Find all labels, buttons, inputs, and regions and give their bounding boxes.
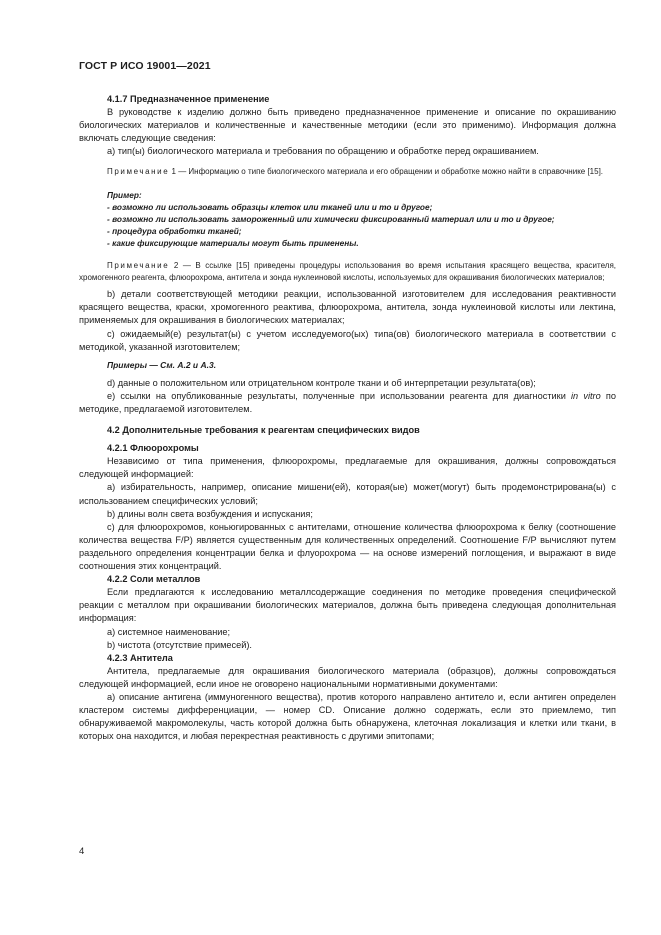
section-4-2-2-item-a: а) системное наименование; — [107, 626, 231, 637]
note-2-label: Примечание — [107, 261, 170, 271]
section-4-2-1-intro: Независимо от типа применения, флюорохромы, предлагаемые для окрашивания, должны сопровождаться следующей информацией: — [79, 456, 616, 480]
section-4-2-1-item-a: а) избирательность, например, описание мишени(ей), которая(ые) может(могут) быть продемонстрирована(ы) с использованием специфических условий; — [79, 482, 616, 506]
section-4-1-7-item-d: d) данные о положительном или отрицательном контроле ткани и об интерпретации результата(ов); — [107, 377, 536, 388]
document-body — [79, 93, 616, 743]
example-item-1: - возможно ли использовать образцы клеток или тканей или и то и другое; — [107, 202, 433, 213]
section-4-1-7-item-b: b) детали соответствующей методики реакции, использованной изготовителем для исследования реактивности красящего вещества, краски, хромогенного реактива, флюорохрома, антитела, зонда нуклеиновой кислоты или лектина, применяемых для окрашивания в биологических материалах; — [79, 289, 616, 326]
section-4-2-title: 4.2 Дополнительные требования к реагентам специфических видов — [107, 425, 420, 436]
item-e-italic-term: in vitro — [571, 390, 601, 401]
section-4-2-2-item-b: b) чистота (отсутствие примесей). — [107, 639, 252, 650]
item-e-text-start: e) ссылки на опубликованные результаты, полученные при использовании реагента для диагностики — [107, 390, 572, 401]
note-1-label: Примечание — [107, 167, 170, 177]
section-4-2-2-title: 4.2.2 Соли металлов — [107, 574, 201, 585]
note-1 — [79, 166, 616, 178]
section-4-1-7-title: 4.1.7 Предназначенное применение — [107, 94, 270, 104]
section-4-1-7-item-c: c) ожидаемый(е) результат(ы) с учетом исследуемого(ых) типа(ов) биологического материала в соответствии с методикой, указанной изготовителем; — [79, 328, 616, 352]
document-header: ГОСТ Р ИСО 19001—2021 — [79, 60, 211, 72]
note-2-text: 2 — В ссылке [15] приведены процедуры использования во время испытания красящего вещества, красителя, хромогенного реагента, флюорохрома, антитела и зонда нуклеиновой кислоты, используемых для окрашивания биологических материалов; — [79, 261, 616, 282]
section-4-2-2-intro: Если предлагаются к исследованию металлсодержащие соединения по методике проведения специфической реакции с металлом при окрашивании биологических материалов, должна быть приведена следующая дополнительная информация: — [79, 587, 616, 624]
examples-reference: Примеры — См. А.2 и А.3. — [107, 359, 217, 370]
note-2 — [79, 260, 616, 283]
section-4-1-7-item-a: а) тип(ы) биологического материала и требования по обращению и обработке перед окрашиванием. — [107, 146, 539, 157]
section-4-2-3-item-a: а) описание антигена (иммуногенного вещества), против которого направлено антитело и, если антиген определен кластером системы дифференциации, — номер CD. Описание должно содержать, если это приемлемо, тип обнаруживаемой макромолекулы, часть которой должна быть обнаружена, клеточная локализация и клетки или ткани, в которых она находится, и любая перекрестная реактивность с другими эпитопами; — [79, 691, 616, 742]
section-4-2-1-item-b: b) длины волн света возбуждения и испускания; — [107, 508, 313, 519]
section-4-2-3-intro: Антитела, предлагаемые для окрашивания биологического материала (образцов), должны сопровождаться следующей информацией, если иное не оговорено национальными нормативными документами: — [79, 665, 616, 689]
example-title: Пример: — [107, 190, 142, 201]
note-1-text: 1 — Информацию о типе биологического материала и его обращении и обработке можно найти в справочнике [15]. — [169, 167, 604, 177]
example-item-2: - возможно ли использовать замороженный или химически фиксированный материал или и то и другое; — [107, 214, 555, 225]
example-item-3: - процедура обработки тканей; — [107, 226, 242, 237]
section-4-2-3-title: 4.2.3 Антитела — [107, 652, 173, 663]
section-4-2-1-item-c: c) для флюорохромов, коньюгированных с антителами, отношение количества флюорохрома к белку (соотношение количества вещества F/P) является существенным для количественных определений. Соотношение F/P вычисляют путем раздельного определения концентрации белка и флуорохрома — на основе измерений поглощения, и выражают в виде соотношения этих концентраций. — [79, 521, 616, 572]
page-number: 4 — [79, 846, 85, 857]
example-item-4: - какие фиксирующие материалы могут быть применены. — [107, 238, 359, 249]
section-4-1-7-item-e — [79, 390, 616, 416]
section-4-1-7-intro: В руководстве к изделию должно быть приведено предназначенное применение и описание по окрашиванию биологических материалов и количественные и качественные методики (если это применимо). Информация должна включать следующие сведения: — [79, 107, 616, 144]
section-4-2-1-title: 4.2.1 Флюорохромы — [107, 443, 199, 454]
item-e-text-end: по методике, предлагаемой изготовителем. — [79, 390, 616, 414]
